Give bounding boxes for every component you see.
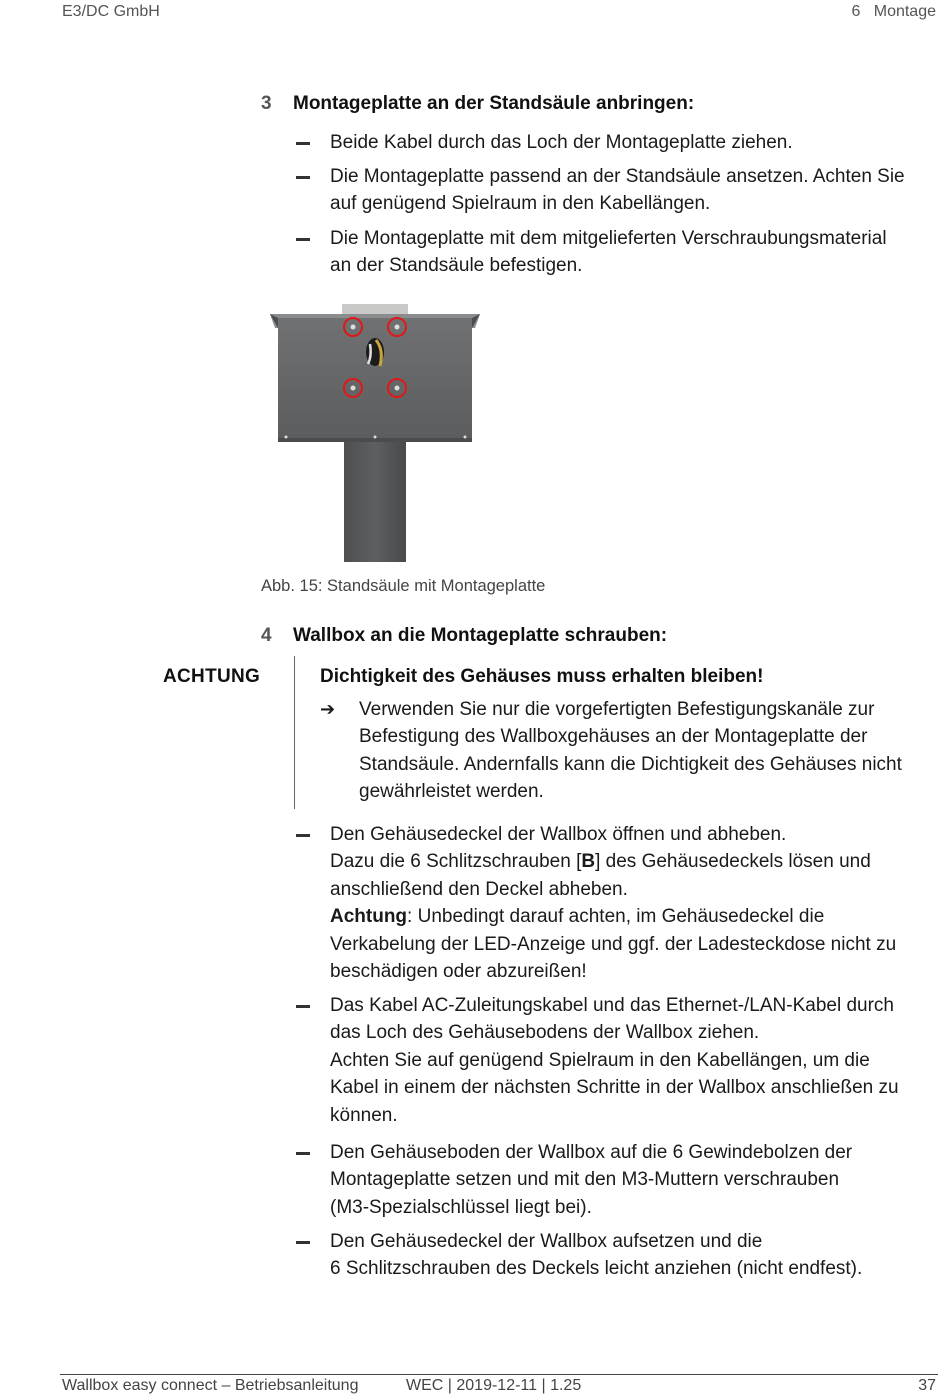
notice-title: Dichtigkeit des Gehäuses muss erhalten bleiben! <box>320 666 764 687</box>
list-item-line: Den Gehäuseboden der Wallbox auf die 6 Gewindebolzen der <box>330 1142 853 1163</box>
header-company: E3/DC GmbH <box>62 3 160 20</box>
list-item-line: können. <box>330 1104 398 1126</box>
list-item-line: Die Montageplatte passend an der Standsäule ansetzen. Achten Sie <box>330 166 905 187</box>
notice-line: Befestigung des Wallboxgehäuses an der Montageplatte der <box>359 726 868 748</box>
step-number: 3 <box>261 93 272 114</box>
list-item-line: (M3-Spezialschlüssel liegt bei). <box>330 1196 592 1218</box>
list-item-line: Achten Sie auf genügend Spielraum in den Kabellängen, um die <box>330 1049 870 1071</box>
notice-line: Verwenden Sie nur die vorgefertigten Befestigungskanäle zur <box>359 699 875 720</box>
emphasis-label: Achtung <box>330 906 408 928</box>
notice-label: ACHTUNG <box>163 666 261 687</box>
list-item-line <box>330 903 896 930</box>
header-chapter: 6 Montage <box>851 3 936 20</box>
figure-caption: Abb. 15: Standsäule mit Montageplatte <box>261 577 546 595</box>
list-item-line: Verkabelung der LED-Anzeige und ggf. der Ladesteckdose nicht zu <box>330 933 897 955</box>
dash-bullet <box>296 1152 310 1155</box>
reference-label: B <box>581 851 596 873</box>
footer-rule <box>60 1374 938 1375</box>
pedestal-mounting-plate-image <box>262 300 488 562</box>
list-item-line: an der Standsäule befestigen. <box>330 255 583 277</box>
list-item <box>330 1139 852 1221</box>
list-item <box>330 163 905 218</box>
footer-version: WEC | 2019-12-11 | 1.25 <box>406 1377 582 1394</box>
step-title: Wallbox an die Montageplatte schrauben: <box>293 625 668 646</box>
notice-line: gewährleistet werden. <box>359 781 544 803</box>
list-item-line: beschädigen oder abzureißen! <box>330 961 587 983</box>
list-item <box>330 1228 862 1283</box>
step-number: 4 <box>261 625 272 646</box>
list-item-line: das Loch des Gehäusebodens der Wallbox ziehen. <box>330 1022 760 1044</box>
list-item <box>330 225 887 280</box>
list-item <box>330 992 899 1129</box>
dash-bullet <box>296 142 310 145</box>
notice-line: Standsäule. Andernfalls kann die Dichtigkeit des Gehäuses nicht <box>359 753 902 775</box>
dash-bullet <box>296 834 310 837</box>
list-item-line: auf genügend Spielraum in den Kabellängen. <box>330 193 711 215</box>
list-item-line: Beide Kabel durch das Loch der Montageplatte ziehen. <box>330 132 793 153</box>
list-item <box>330 129 793 156</box>
dash-bullet <box>296 1241 310 1244</box>
step-title: Montageplatte an der Standsäule anbringen: <box>293 93 695 114</box>
arrow-icon: ➔ <box>320 699 336 719</box>
text-run: ] des Gehäusedeckels lösen und <box>595 851 871 873</box>
list-item-line: Den Gehäusedeckel der Wallbox öffnen und abheben. <box>330 824 787 845</box>
notice-body <box>359 696 902 806</box>
list-item-line: 6 Schlitzschrauben des Deckels leicht anziehen (nicht endfest). <box>330 1258 863 1280</box>
list-item-line: Montageplatte setzen und mit den M3-Muttern verschrauben <box>330 1169 840 1191</box>
dash-bullet <box>296 238 310 241</box>
page-number: 37 <box>918 1377 936 1394</box>
list-item-line: Die Montageplatte mit dem mitgelieferten Verschraubungsmaterial <box>330 228 887 249</box>
list-item <box>330 821 896 985</box>
footer-doc-title: Wallbox easy connect – Betriebsanleitung <box>62 1377 359 1394</box>
list-item-line <box>330 848 896 875</box>
dash-bullet <box>296 176 310 179</box>
list-item-line: Den Gehäusedeckel der Wallbox aufsetzen und die <box>330 1231 763 1252</box>
dash-bullet <box>296 1005 310 1008</box>
list-item-line: anschließend den Deckel abheben. <box>330 878 628 900</box>
list-item-line: Das Kabel AC-Zuleitungskabel und das Ethernet-/LAN-Kabel durch <box>330 995 894 1016</box>
text-run: : Unbedingt darauf achten, im Gehäusedeckel die <box>407 906 825 928</box>
notice-divider <box>294 656 295 809</box>
text-run: Dazu die 6 Schlitzschrauben [ <box>330 851 582 873</box>
list-item-line: Kabel in einem der nächsten Schritte in der Wallbox anschließen zu <box>330 1077 899 1099</box>
